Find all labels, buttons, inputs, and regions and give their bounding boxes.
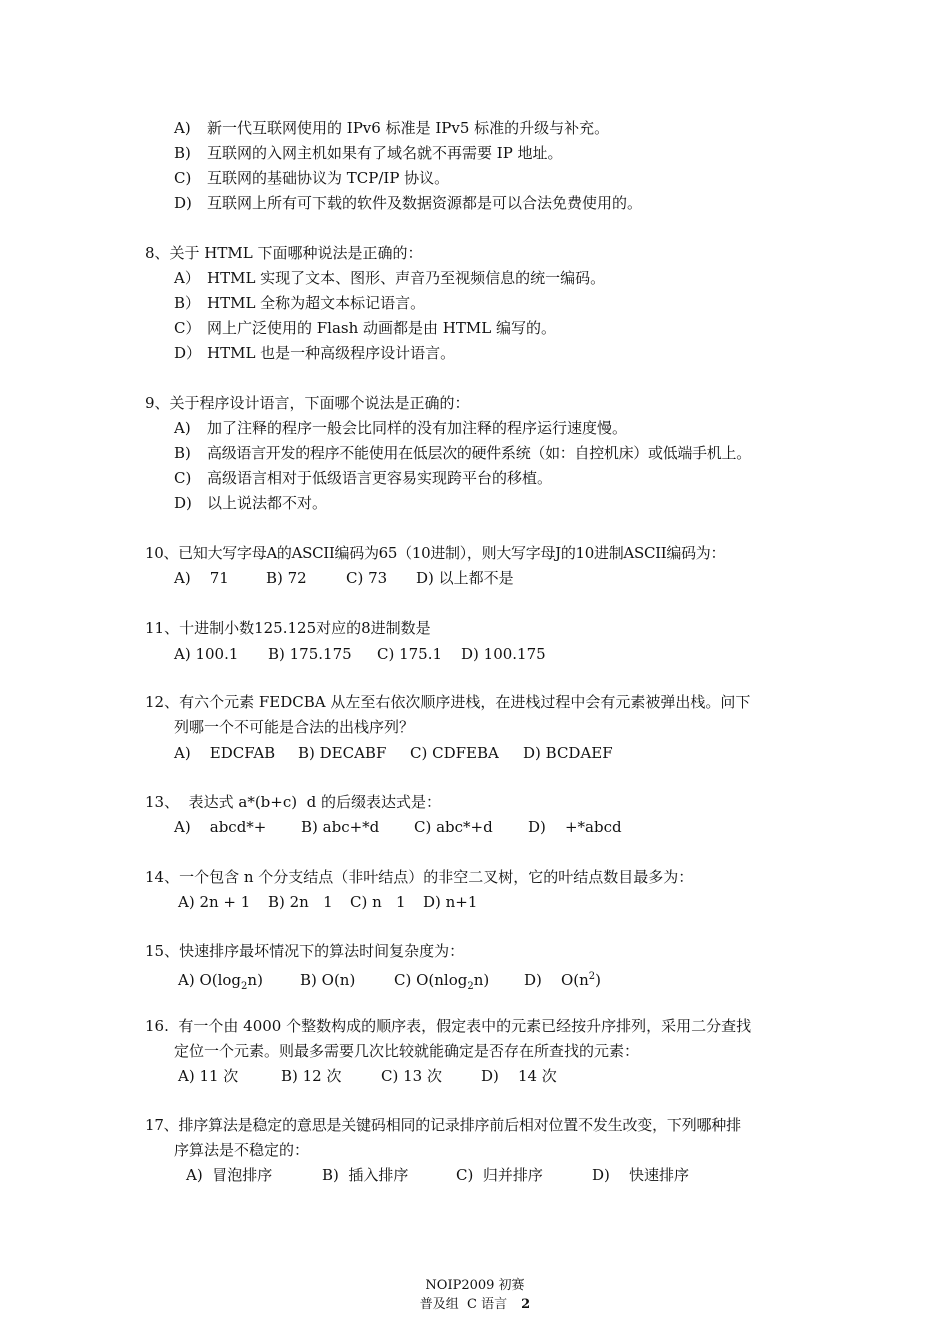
q16-option-c: C) 13 次 [381, 1067, 442, 1085]
q10-option-d: D) 以上都不是 [416, 569, 514, 587]
q8-option-b: B） HTML 全称为超文本标记语言。 [174, 294, 426, 312]
q9-option-a: A) 加了注释的程序一般会比同样的没有加注释的程序运行速度慢。 [174, 419, 628, 437]
q8-option-a: A） HTML 实现了文本、图形、声音乃至视频信息的统一编码。 [174, 269, 606, 287]
q12-title-cont: 列哪一个不可能是合法的出栈序列？ [174, 718, 415, 736]
q14-options [178, 892, 477, 912]
q10-option-b: B) 72 [266, 569, 307, 587]
q7-option-a: A) 新一代互联网使用的 IPv6 标准是 IPv5 标准的升级与补充。 [174, 119, 610, 137]
q13-options [174, 817, 622, 837]
q17-options [186, 1165, 689, 1185]
q12-option-b: B) DECABF [298, 744, 387, 762]
q7-option-b: B) 互联网的入网主机如果有了域名就不再需要 IP 地址。 [174, 144, 563, 162]
q9-title: 9、关于程序设计语言，下面哪个说法是正确的： [145, 394, 470, 412]
q14-title: 14、一个包含 n 个分支结点（非叶结点）的非空二叉树，它的叶结点数目最多为： [145, 868, 694, 886]
q13-option-c: C) abc*+d [414, 818, 493, 836]
q11-option-a: A) 100.1 [174, 645, 239, 663]
q16-title: 16. 有一个由 4000 个整数构成的顺序表，假定表中的元素已经按升序排列，采用二分查找 [145, 1017, 752, 1035]
q12-option-a: A) EDCFAB [174, 744, 276, 762]
q16-option-d: D) 14 次 [481, 1067, 557, 1085]
q17-title-cont: 序算法是不稳定的： [174, 1141, 310, 1159]
q15-option-c: C) O(nlog$_2$n) [394, 971, 490, 992]
q16-option-a: A) 11 次 [178, 1067, 239, 1085]
q11-options [174, 644, 546, 664]
q17-option-c: C) 归并排序 [456, 1166, 543, 1184]
q17-option-b: B) 插入排序 [322, 1166, 409, 1184]
q14-option-d: D) n+1 [423, 893, 478, 911]
q9-option-b: B) 高级语言开发的程序不能使用在低层次的硬件系统（如：自控机床）或低端手机上。 [174, 444, 751, 462]
q11-title: 11、十进制小数125.125对应的8进制数是 [145, 619, 431, 637]
q15-option-a: A) $O(\log_2n)$ [178, 971, 263, 992]
footer-group: 普及组 C 语言 2 [419, 1297, 531, 1312]
q10-title: 10、已知大写字母A的ASCII编码为65（10进制），则大写字母J的10进制ASCII编码为： [145, 544, 726, 562]
q12-title: 12、有六个元素 FEDCBA 从左至右依次顺序进栈，在进栈过程中会有元素被弹出栈。问下 [145, 693, 751, 711]
q15-options [178, 967, 601, 997]
q7-option-d: D) 互联网上所有可下载的软件及数据资源都是可以合法免费使用的。 [174, 194, 643, 212]
q8-option-c: C） 网上广泛使用的 Flash 动画都是由 HTML 编写的。 [174, 319, 556, 337]
q16-title-cont: 定位一个元素。则最多需要几次比较就能确定是否存在所查找的元素： [174, 1042, 640, 1060]
q8-option-d: D） HTML 也是一种高级程序设计语言。 [174, 344, 456, 362]
q9-option-c: C) 高级语言相对于低级语言更容易实现跨平台的移植。 [174, 469, 553, 487]
q12-option-c: C) CDFEBA [410, 744, 499, 762]
q12-options [174, 743, 613, 763]
q14-option-b: B) 2n 1 [268, 893, 333, 911]
q10-option-a: A) 71 [174, 569, 229, 587]
q13-option-a: A) abcd*+ [174, 818, 267, 836]
q8-title: 8、关于 HTML 下面哪种说法是正确的： [145, 244, 423, 262]
page-number: 2 [521, 1297, 531, 1312]
q7-option-c: C) 互联网的基础协议为 TCP/IP 协议。 [174, 169, 450, 187]
q17-option-d: D) 快速排序 [592, 1166, 689, 1184]
q13-option-b: B) abc+*d [301, 818, 380, 836]
q13-option-d: D) +*abcd [528, 818, 622, 836]
q15-title: 15、快速排序最坏情况下的算法时间复杂度为： [145, 942, 465, 960]
q14-option-a: A) 2n + 1 [178, 893, 251, 911]
q11-option-c: C) 175.1 [377, 645, 443, 663]
q11-option-d: D) 100.175 [461, 645, 546, 663]
q17-title: 17、排序算法是稳定的意思是关键码相同的记录排序前后相对位置不发生改变，下列哪种排 [145, 1116, 741, 1134]
q9-option-d: D) 以上说法都不对。 [174, 494, 328, 512]
q16-option-b: B) 12 次 [281, 1067, 342, 1085]
q13-title: 13、 表达式 a*(b+c) d 的后缀表达式是： [145, 793, 442, 811]
q15-option-b: B) O(n) [300, 971, 356, 989]
q11-option-b: B) 175.175 [268, 645, 352, 663]
q10-option-c: C) 73 [346, 569, 388, 587]
footer-contest: NOIP2009 初赛 [425, 1278, 525, 1293]
q15-option-d: D) $O(n^2)$ [524, 971, 601, 989]
q12-option-d: D) BCDAEF [523, 744, 613, 762]
q14-option-c: C) n 1 [350, 893, 406, 911]
q16-options [178, 1066, 557, 1086]
q10-options [174, 568, 514, 588]
q17-option-a: A) 冒泡排序 [186, 1166, 273, 1184]
